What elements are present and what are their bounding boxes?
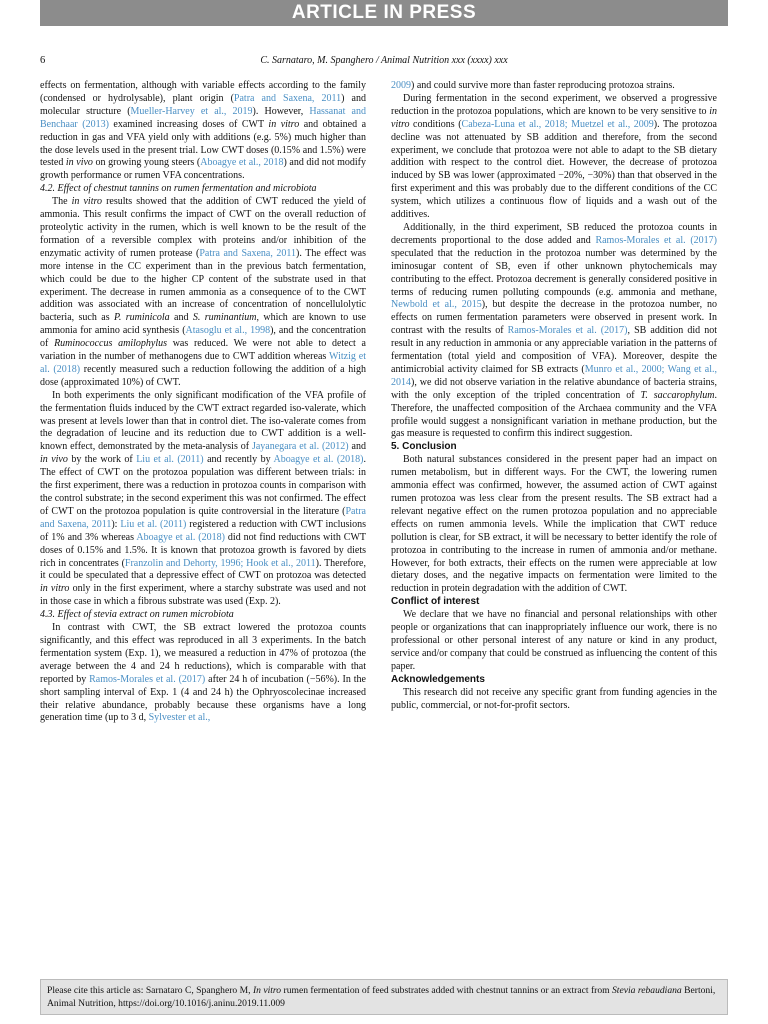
text-run: was reduced. We were not able to detect a variation in the number of methanogens due to CWT addition whereas: [40, 338, 366, 363]
text-run: on growing young steers (: [92, 157, 201, 169]
citation-link[interactable]: Jayanegara et al. (2012): [251, 441, 349, 453]
citation-link[interactable]: Aboagye et al. (2018): [136, 531, 225, 543]
paragraph: [391, 80, 717, 93]
paragraph: [40, 196, 366, 390]
text-run: ), we did not observe variation in the relative abundance of bacteria strains, with the only exception of the tripled concentration of: [391, 376, 717, 401]
citation-link[interactable]: Patra and Saxena, 2011: [199, 247, 297, 259]
text-run: results showed that the addition of CWT reduced the yield of ammonia. This result confirms the impact of CWT on the overall reduction of proteolytic activity in the rumen, which is well known to be the result of the formation of a reversible complex with proteins and/or inhibition of the enzymatic activity of rumen protease (: [40, 196, 367, 259]
italic-text: T. saccarophylum: [640, 389, 715, 401]
text-run: and: [169, 312, 193, 324]
citation-link[interactable]: 2009: [391, 80, 411, 91]
citation-link[interactable]: Cabeza-Luna et al., 2018; Muetzel et al., 2009: [461, 118, 654, 130]
italic-text: P. ruminicola: [114, 312, 170, 324]
text-run: . Therefore, the unaffected composition of the Archaea community and the VFA profile would suggest a nonsignificant variation in methane production, but the gas measure is requested to confirm this indirect suggestion.: [391, 389, 718, 440]
text-run: and: [348, 441, 366, 453]
text-run: effects on fermentation, although with variable effects according to the family (condensed or hydrolysable), plant origin (: [40, 80, 366, 104]
paragraph: [391, 609, 717, 674]
citation-link[interactable]: Newbold et al., 2015: [391, 299, 482, 311]
text-run: ), and the concentration of: [40, 325, 366, 350]
citation-link[interactable]: Ramos-Morales et al. (2017): [507, 325, 628, 337]
text-run: In contrast with CWT, the SB extract lowered the protozoa counts significantly, and this effect was reproduced in all 3 experiments. In the batch fermentation system (Exp. 1), we measured a reduction in 47% of protozoa (the average between the 4 and 24 h reductions), which is comparable with that reported by: [40, 622, 366, 685]
citation-box: [40, 979, 728, 1015]
citation-link[interactable]: Mueller-Harvey et al., 2019: [130, 105, 253, 117]
text-run: ). The effect was more intense in the CC experiment than in the previous batch fermentation, which could be due to the higher CP content of the substrate used in that experiment. The decrease in rumen ammonia as a consequence of to the CWT addition was associated with an increase of concentration of noncellulolytic bacteria, such as: [40, 247, 366, 324]
citation-link[interactable]: Sylvester et al.,: [148, 712, 211, 724]
text-run: Additionally, in the third experiment, SB reduced the protozoa counts in decrements proportional to the dose added and: [391, 221, 717, 246]
text-run: recently measured such a reduction following the addition of a high dose (approximated 10%) of CWT.: [40, 363, 366, 388]
section-heading-acknowledgements: Acknowledgements: [391, 673, 485, 685]
section-heading-4-3: 4.3. Effect of stevia extract on rumen microbiota: [40, 609, 234, 621]
italic-text: in vitro: [71, 196, 102, 208]
running-title: C. Sarnataro, M. Spanghero / Animal Nutrition xxx (xxxx) xxx: [260, 55, 508, 66]
text-run: did not find reductions with CWT doses of 0.15% and 1.5%. It is known that protozoa growth is favored by diets rich in concentrates (: [40, 531, 366, 569]
text-run: , SB addition did not result in any reduction in ammonia or any appreciable variation in the patterns of fermentation (total yield and composition of VFA). Moreover, despite the antimicrobial activity claimed for SB extracts (: [391, 325, 717, 375]
italic-text: in vitro: [391, 105, 717, 130]
citation-link[interactable]: Patra and Saxena, 2011: [40, 505, 366, 530]
citation-link[interactable]: Ramos-Morales et al. (2017): [89, 673, 206, 685]
text-run: by the work of: [67, 454, 137, 466]
text-run: ) and did not modify growth performance or rumen VFA concentrations.: [40, 157, 367, 182]
text-run: We declare that we have no financial and personal relationships with other people or organizations that can inappropriately influence our work, there is no professional or other personal interest of any nature or kind in any product, service and/or company that could be construed as influencing the content of this paper.: [391, 609, 717, 672]
text-run: , which are known to use ammonia for amino acid synthesis (: [40, 312, 366, 337]
paragraph: [391, 687, 717, 713]
italic-text: in vivo: [65, 157, 93, 169]
citation-link[interactable]: Patra and Saxena, 2011: [233, 92, 342, 104]
text-run: only in the first experiment, where a starchy substrate was used and not in those case in which a fibrous substrate was used (Exp. 2).: [40, 583, 366, 608]
italic-text: in vitro: [40, 583, 70, 595]
page-number: 6: [40, 55, 46, 66]
citation-link[interactable]: Witzig et al. (2018): [40, 351, 366, 375]
citation-link[interactable]: Aboagye et al., 2018: [200, 157, 284, 169]
text-run: ):: [111, 518, 121, 530]
text-run: ). Therefore, it could be speculated that a depressive effect of CWT on protozoa was detected: [40, 557, 366, 582]
right-column: [391, 80, 717, 712]
italic-text: Ruminococcus amilophylus: [54, 338, 167, 350]
text-run: examined increasing doses of CWT: [108, 118, 269, 130]
section-heading-conclusion: 5. Conclusion: [391, 441, 457, 453]
citation-link[interactable]: Liu et al. (2011): [136, 454, 204, 466]
paragraph: [391, 93, 717, 222]
text-run: ). The protozoa decline was not attenuated by SB addition and therefore, from the second experiment, we conclude that protozoa were not able to adapt to the SB dietary addition with respect to the control diet. However, the decrease of protozoa induced by SB was lower (approximated −20%, −30%) than that observed in the first experiment and this was probably due to the different conditions of the CC system, which utilizes a continuous flow of liquids and a wash out of the additives.: [391, 118, 717, 221]
text-run: and obtained a reduction in gas and VFA yield only with additions (e.g. 5%) much higher than the dose levels used in the present trial. Low CWT doses (0.15% and 1.5%) were tested: [40, 118, 367, 169]
left-column: [40, 80, 366, 725]
article-in-press-banner: ARTICLE IN PRESS: [40, 0, 728, 26]
citation-link[interactable]: Atasoglu et al., 1998: [185, 325, 271, 337]
text-run: Both natural substances considered in the present paper had an impact on rumen metabolism, but in different ways. For the CWT, the lowering rumen ammonia effect was confirmed, however, the assumed action of CWT against rumen protozoa was less clear from the present results. The SB extract had a relevant negative effect on the rumen protozoa population and no appreciable effects on rumen ammonia levels. While the implication that CWT reduce pollution is clear, for SB extract, it will be necessary to better identify the role of protozoa in contributing to the increase in rumen of ammonia and/or methane. However, for both extracts, their effects on the rumen were appreciable at low dietary doses, and the negative impacts on fermentation were limited to the reduction in protein degradation with the addition of CWT.: [391, 454, 717, 595]
text-run: registered a reduction with CWT inclusions of 1% and 3% whereas: [40, 518, 367, 543]
text-run: . The effect of CWT on the protozoa population was different between trials: in the first experiment, there was a reduction in protozoa counts in comparison with the control substrate; in the second experiment this was not confirmed. The effect of CWT on the protozoa population is quite controversial in the literature (: [40, 454, 366, 517]
text-run: Please cite this article as: Sarnataro C, Spanghero M,: [47, 985, 253, 996]
text-run: ). However,: [252, 105, 310, 117]
citation-link[interactable]: Aboagye et al. (2018): [273, 454, 364, 466]
paragraph: [391, 454, 717, 596]
paragraph: [40, 80, 366, 183]
italic-text: S. ruminantium: [192, 312, 257, 324]
citation-link[interactable]: Franzolin and Dehorty, 1996; Hook et al., 2011: [124, 557, 316, 569]
text-run: after 24 h of incubation (−56%). In the short sampling interval of Exp. 1 (4 and 24 h) the Ophryoscolecinae increased their relative abundance, probably because these organisms have a long generation time (up to 3 d,: [40, 673, 366, 724]
paragraph: [40, 622, 366, 725]
citation-link[interactable]: Munro et al., 2000; Wang et al., 2014: [391, 363, 717, 388]
citation-link[interactable]: Liu et al. (2011): [120, 518, 187, 530]
section-heading-4-2: 4.2. Effect of chestnut tannins on rumen fermentation and microbiota: [40, 183, 317, 195]
italic-text: In vitro: [252, 985, 282, 996]
italic-text: in vivo: [40, 454, 68, 466]
text-run: conditions (: [409, 118, 462, 130]
text-run: ) and could survive more than faster reproducing protozoa strains.: [411, 80, 675, 91]
text-run: ), but despite the decrease in the protozoa number, no effects on rumen fermentation parameters were observed in present work. In contrast with the results of: [391, 299, 718, 337]
text-run: rumen fermentation of feed substrates added with chestnut tannins or an extract from: [281, 985, 612, 996]
text-run: This research did not receive any specific grant from funding agencies in the public, commercial, or not-for-profit sectors.: [391, 686, 717, 711]
citation-link[interactable]: Hassanat and Benchaar (2013): [40, 105, 366, 130]
text-run: ) and molecular structure (: [40, 92, 366, 117]
section-heading-conflict-of-interest: Conflict of interest: [391, 596, 480, 608]
italic-text: in vitro: [268, 118, 300, 130]
text-run: During fermentation in the second experiment, we observed a progressive reduction in the protozoa populations, which are known to be very sensitive to: [391, 92, 717, 117]
text-run: In both experiments the only significant modification of the VFA profile of the fermentation fluids induced by the CWT extract regarded iso-valerate, which was present at levels lower than that in control diet. The iso-valerate comes from the degradation of leucine and its reduction due to CWT addition is a well-known effect, demonstrated by the meta-analysis of: [40, 389, 366, 453]
text-run: speculated that the reduction in the protozoa number was determined by the iminosugar content of SB, even if other unknown phytochemicals may contributing to the effect. Protozoa decrement is generally considered positive in terms of reducing rumen polluting compounds (e.g. ammonia and methane,: [391, 247, 717, 298]
text-run: The: [52, 196, 72, 208]
text-run: Bertoni, Animal Nutrition, https://doi.org/10.1016/j.aninu.2019.11.009: [47, 985, 716, 1009]
text-run: and recently by: [203, 454, 274, 466]
paragraph: [40, 390, 366, 609]
paragraph: [391, 222, 717, 441]
citation-link[interactable]: Ramos-Morales et al. (2017): [595, 234, 717, 246]
italic-text: Stevia rebaudiana: [612, 985, 682, 996]
